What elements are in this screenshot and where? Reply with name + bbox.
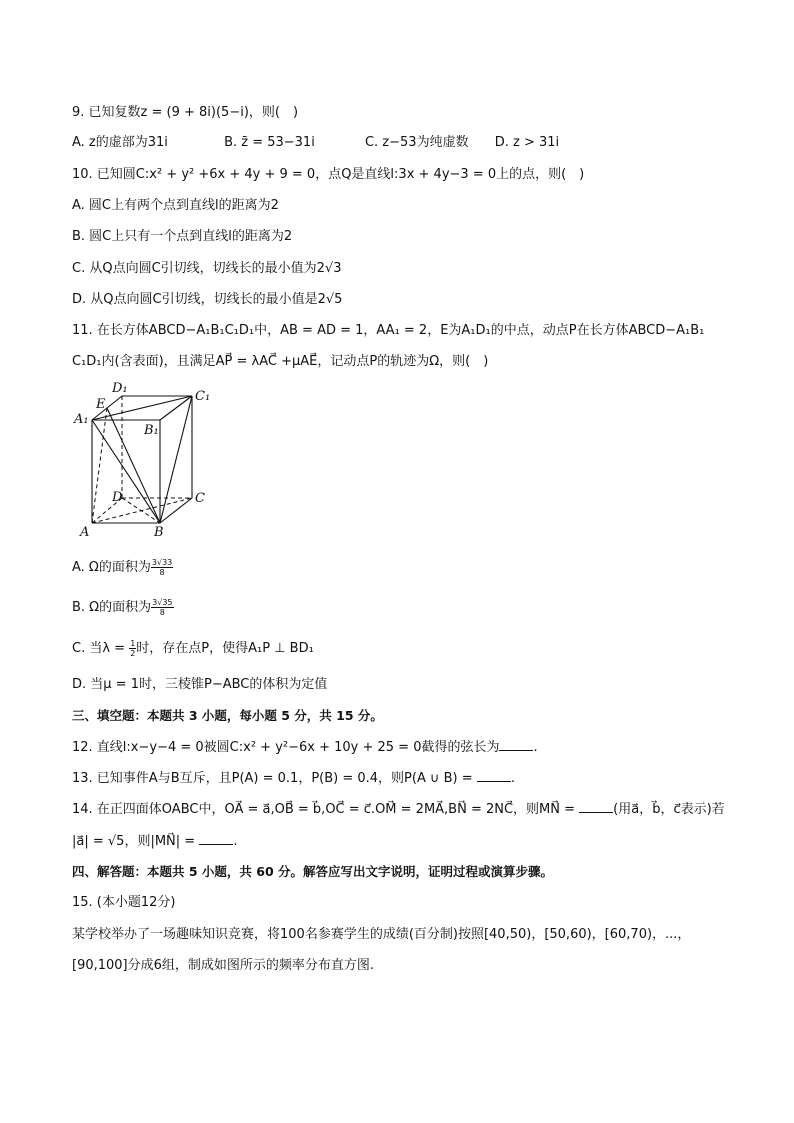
q9-options <box>72 134 559 152</box>
q9-option-c: C. z−53为纯虚数 <box>364 135 469 150</box>
q12 <box>72 738 538 757</box>
q15-body-line2: [90,100]分成6组，制成如图所示的频率分布直方图. <box>72 958 375 973</box>
q11-option-a-text: A. Ω的面积为 <box>72 560 151 575</box>
q10-option-d: D. 从Q点向圆C引切线，切线长的最小值是2√5 <box>72 292 343 307</box>
q14-line1-end: (用a⃗，b⃗，c⃗表示)若 <box>613 802 725 817</box>
q11-option-b-denominator: 8 <box>159 608 165 617</box>
q9-option-d: D. z > 31i <box>494 135 560 150</box>
q11-option-c <box>72 638 314 660</box>
q14-answer-blank-2 <box>199 832 233 845</box>
q11-option-c-text: C. 当λ = <box>72 641 126 656</box>
q11-option-a-denominator: 8 <box>159 568 165 577</box>
label-a1: A₁ <box>74 412 89 427</box>
q10-option-c: C. 从Q点向圆C引切线，切线长的最小值为2√3 <box>72 261 342 276</box>
section-4-heading: 四、解答题：本题共 5 小题，共 60 分。解答应写出文字说明，证明过程或演算步骤。 <box>72 864 554 879</box>
label-a: A <box>80 525 90 538</box>
q14-line1 <box>72 800 725 819</box>
q13-end: . <box>510 771 515 786</box>
q12-answer-blank <box>499 738 533 751</box>
q11-option-b-fraction <box>151 598 173 617</box>
q12-end: . <box>533 740 538 755</box>
q13-answer-blank <box>477 769 511 782</box>
q10-option-a: A. 圆C上有两个点到直线l的距离为2 <box>72 198 279 213</box>
q9-option-b: B. z̄ = 53−31i <box>224 135 315 150</box>
q9-option-a: A. z的虚部为31i <box>72 135 168 150</box>
q11-option-c-denominator: 2 <box>130 649 136 658</box>
label-d1: D₁ <box>112 381 128 396</box>
q14-line2 <box>72 832 237 851</box>
q9-stem: 9. 已知复数z = (9 + 8i)(5−i)，则( ) <box>72 105 299 120</box>
q10-option-b: B. 圆C上只有一个点到直线l的距离为2 <box>72 229 293 244</box>
section-3-heading: 三、填空题：本题共 3 小题，每小题 5 分，共 15 分。 <box>72 708 383 723</box>
q11-option-b <box>72 597 174 619</box>
q12-text: 12. 直线l:x−y−4 = 0被圆C:x² + y²−6x + 10y + 25 = 0截得的弦长为 <box>72 740 500 755</box>
q11-stem-line2: C₁D₁内(含表面)，且满足AP⃗ = λAC⃗ +μAE⃗，记动点P的轨迹为Ω，则( ) <box>72 354 489 369</box>
q13-text: 13. 已知事件A与B互斥，且P(A) = 0.1，P(B) = 0.4，则P(A ∪ B) = <box>72 771 473 786</box>
q11-option-c-numerator: 1 <box>130 639 136 648</box>
q11-option-a <box>72 557 173 579</box>
q14-answer-blank-1 <box>579 800 613 813</box>
label-c1: C₁ <box>195 389 211 404</box>
q11-stem-line1: 11. 在长方体ABCD−A₁B₁C₁D₁中，AB = AD = 1，AA₁ = 2，E为A₁D₁的中点，动点P在长方体ABCD−A₁B₁ <box>72 323 705 338</box>
label-b: B <box>154 525 164 538</box>
cuboid-figure <box>72 378 222 538</box>
label-c: C <box>195 491 205 506</box>
q14-line2-text: |a⃗| = √5，则|MN⃗| = <box>72 834 196 849</box>
q11-option-b-numerator: 3√35 <box>152 598 173 607</box>
q11-option-d: D. 当μ = 1时，三棱锥P−ABC的体积为定值 <box>72 677 328 692</box>
q11-option-a-fraction <box>151 558 173 577</box>
q13 <box>72 769 515 788</box>
q15-body-line1: 某学校举办了一场趣味知识竞赛，将100名参赛学生的成绩(百分制)按照[40,50)，[50,60)，[60,70)，...， <box>72 927 691 942</box>
label-d: D <box>112 490 123 505</box>
q15-heading: 15. (本小题12分) <box>72 895 176 910</box>
label-b1: B₁ <box>144 423 159 438</box>
q11-option-a-numerator: 3√33 <box>151 558 173 567</box>
q10-stem: 10. 已知圆C:x² + y² +6x + 4y + 9 = 0，点Q是直线l:3x + 4y−3 = 0上的点，则( ) <box>72 167 585 182</box>
q14-text: 14. 在正四面体OABC中，OA⃗ = a⃗,OB⃗ = b⃗,OC⃗ = c⃗.OM⃗ = 2MA⃗,BN⃗ = 2NC⃗，则MN⃗ = <box>72 802 576 817</box>
label-e: E <box>96 397 106 412</box>
q11-option-b-text: B. Ω的面积为 <box>72 600 152 615</box>
q11-option-c-suffix: 时，存在点P，使得A₁P ⊥ BD₁ <box>136 641 314 656</box>
q14-line2-end: . <box>233 834 238 849</box>
